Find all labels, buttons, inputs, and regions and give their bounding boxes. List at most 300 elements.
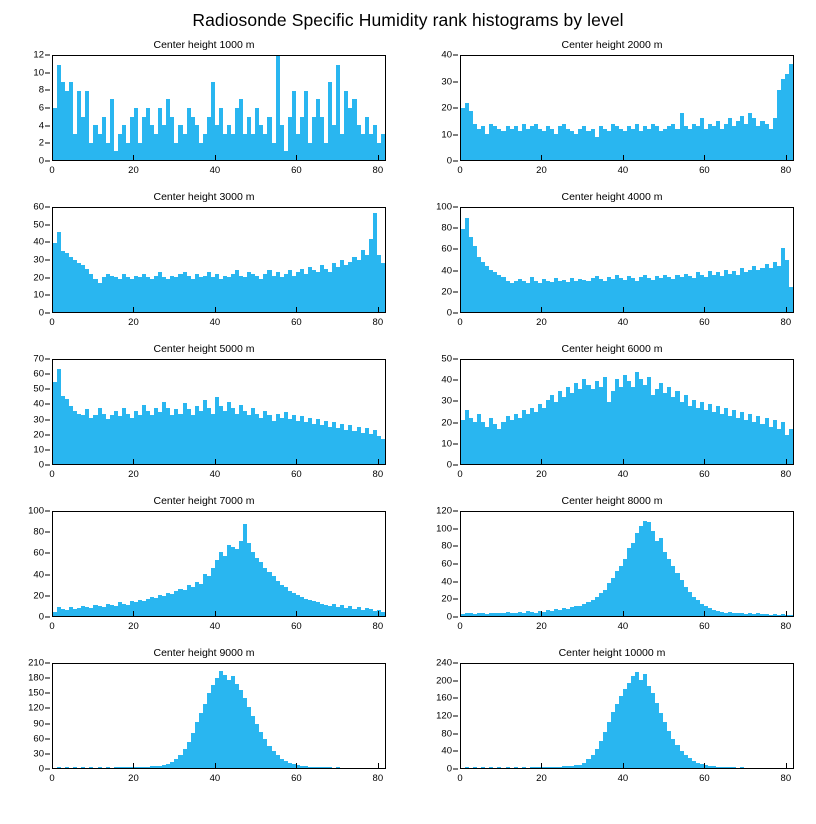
y-tick-mark [453, 564, 458, 565]
x-tick-label: 40 [209, 165, 221, 176]
y-tick-label: 240 [436, 657, 452, 669]
x-axis [49, 163, 386, 179]
y-tick-mark [453, 422, 458, 423]
x-tick-label: 60 [291, 165, 302, 176]
x-tick-mark [215, 307, 216, 312]
y-tick-label: 40 [33, 569, 44, 581]
chart-panel [0, 37, 408, 189]
plot-frame [460, 511, 794, 617]
chart-panel [408, 341, 816, 493]
x-tick-label: 60 [291, 621, 302, 632]
y-tick-label: 100 [436, 523, 452, 535]
plot-frame [52, 55, 386, 161]
x-tick-label: 0 [49, 317, 55, 328]
x-tick-label: 0 [457, 621, 463, 632]
x-tick-mark [133, 307, 134, 312]
plot-area [52, 511, 386, 617]
plot-frame [52, 359, 386, 465]
x-tick-label: 0 [49, 469, 55, 480]
y-tick-label: 0 [38, 611, 44, 623]
bar [789, 429, 793, 464]
chart-panel [0, 189, 408, 341]
y-tick-mark [45, 260, 50, 261]
y-tick-mark [45, 663, 50, 664]
bar [789, 64, 793, 160]
y-tick-mark [453, 108, 458, 109]
x-tick-mark [52, 763, 53, 768]
y-tick-mark [45, 574, 50, 575]
y-tick-mark [45, 359, 50, 360]
x-tick-mark [215, 459, 216, 464]
x-tick-label: 40 [617, 469, 629, 480]
bar-series [53, 664, 385, 768]
x-tick-mark [296, 763, 297, 768]
y-tick-label: 0 [446, 307, 452, 319]
y-tick-label: 80 [33, 526, 44, 538]
x-tick-mark [52, 611, 53, 616]
y-tick-label: 60 [33, 733, 44, 745]
x-tick-label: 20 [128, 317, 139, 328]
x-tick-label: 60 [699, 773, 710, 784]
y-axis [408, 505, 458, 623]
plot-area [52, 55, 386, 161]
y-tick-label: 100 [436, 201, 452, 213]
x-tick-mark [541, 459, 542, 464]
bar-series [53, 360, 385, 464]
y-tick-label: 10 [441, 129, 452, 140]
y-tick-label: 10 [33, 67, 44, 79]
bar [789, 287, 793, 312]
bar [789, 615, 793, 616]
panel-title: Center height 5000 m [153, 343, 255, 355]
chart-panel [0, 341, 408, 493]
y-tick-label: 80 [441, 222, 452, 234]
x-tick-label: 80 [372, 317, 384, 328]
y-tick-label: 30 [441, 76, 452, 87]
x-tick-mark [786, 459, 787, 464]
y-tick-mark [453, 511, 458, 512]
x-tick-mark [541, 155, 542, 160]
x-tick-mark [378, 763, 379, 768]
y-tick-label: 40 [441, 374, 452, 386]
y-tick-label: 20 [441, 593, 452, 605]
x-tick-mark [786, 611, 787, 616]
y-tick-label: 30 [441, 395, 452, 407]
y-tick-mark [45, 738, 50, 739]
y-tick-label: 80 [441, 728, 452, 740]
x-tick-mark [704, 459, 705, 464]
x-tick-label: 60 [291, 469, 302, 480]
y-tick-label: 0 [38, 459, 44, 471]
x-tick-mark [378, 459, 379, 464]
x-tick-mark [460, 307, 461, 312]
plot-frame [52, 663, 386, 769]
panel-title: Center height 7000 m [153, 495, 255, 507]
x-tick-label: 20 [128, 165, 139, 176]
y-tick-mark [45, 617, 50, 618]
x-tick-label: 60 [699, 165, 710, 176]
y-tick-label: 0 [38, 763, 44, 775]
y-tick-label: 80 [441, 540, 452, 552]
x-tick-mark [133, 611, 134, 616]
x-tick-label: 20 [536, 773, 547, 784]
panel-title: Center height 4000 m [561, 191, 663, 203]
y-tick-mark [45, 295, 50, 296]
y-tick-mark [453, 546, 458, 547]
y-tick-label: 120 [436, 505, 452, 517]
y-tick-label: 10 [33, 289, 44, 301]
panel-title: Center height 6000 m [561, 343, 663, 355]
bar-series [53, 208, 385, 312]
y-tick-label: 0 [446, 459, 452, 471]
y-tick-mark [453, 359, 458, 360]
x-tick-mark [460, 155, 461, 160]
x-tick-label: 40 [617, 773, 629, 784]
y-tick-mark [45, 161, 50, 162]
y-tick-label: 20 [441, 286, 452, 298]
plot-frame [460, 55, 794, 161]
y-tick-mark [45, 143, 50, 144]
x-tick-label: 0 [457, 165, 463, 176]
y-tick-mark [453, 617, 458, 618]
y-tick-mark [45, 404, 50, 405]
x-tick-mark [541, 611, 542, 616]
panel-title: Center height 3000 m [153, 191, 255, 203]
y-tick-mark [453, 528, 458, 529]
bar [381, 134, 385, 160]
y-tick-mark [453, 751, 458, 752]
y-tick-label: 40 [33, 236, 44, 248]
y-tick-label: 60 [33, 547, 44, 559]
y-tick-mark [45, 313, 50, 314]
y-axis [0, 201, 50, 319]
y-tick-label: 8 [38, 84, 44, 96]
y-tick-label: 40 [441, 265, 452, 277]
y-tick-mark [45, 708, 50, 709]
y-tick-mark [453, 134, 458, 135]
y-tick-label: 6 [38, 102, 44, 114]
y-tick-label: 120 [28, 702, 44, 714]
y-tick-label: 20 [441, 417, 452, 429]
y-tick-label: 60 [441, 243, 452, 255]
x-tick-mark [704, 763, 705, 768]
plot-area [52, 663, 386, 769]
y-tick-label: 10 [441, 438, 452, 450]
plot-area [460, 511, 794, 617]
y-tick-label: 160 [436, 692, 452, 704]
y-axis [0, 505, 50, 623]
page-title: Radiosonde Specific Humidity rank histograms by level [192, 10, 624, 30]
y-tick-label: 20 [33, 590, 44, 602]
bar-series [461, 664, 793, 768]
y-tick-label: 20 [441, 102, 452, 114]
chart-panel [408, 37, 816, 189]
y-tick-mark [45, 532, 50, 533]
y-tick-mark [45, 723, 50, 724]
bar-series [461, 512, 793, 616]
x-tick-mark [704, 611, 705, 616]
y-tick-mark [453, 207, 458, 208]
x-tick-label: 40 [617, 165, 629, 176]
x-tick-label: 80 [372, 469, 384, 480]
x-axis [457, 771, 794, 787]
x-tick-mark [215, 763, 216, 768]
y-tick-label: 90 [33, 718, 44, 730]
x-tick-label: 80 [372, 621, 384, 632]
x-tick-mark [133, 763, 134, 768]
y-tick-mark [45, 434, 50, 435]
y-tick-mark [45, 465, 50, 466]
bar [381, 439, 385, 464]
y-axis [0, 657, 50, 775]
y-tick-mark [45, 242, 50, 243]
x-tick-mark [623, 459, 624, 464]
plot-frame [460, 207, 794, 313]
y-tick-label: 12 [33, 49, 44, 61]
x-tick-mark [541, 307, 542, 312]
y-axis [0, 353, 50, 471]
y-tick-mark [453, 161, 458, 162]
y-axis [408, 353, 458, 471]
y-tick-mark [453, 769, 458, 770]
y-tick-mark [453, 249, 458, 250]
panel-title: Center height 9000 m [153, 647, 255, 659]
y-tick-mark [453, 465, 458, 466]
plot-frame [460, 663, 794, 769]
y-tick-mark [45, 449, 50, 450]
x-tick-mark [541, 763, 542, 768]
x-tick-label: 40 [617, 317, 629, 328]
y-tick-mark [453, 313, 458, 314]
x-tick-label: 20 [536, 469, 547, 480]
y-tick-label: 4 [38, 120, 44, 132]
x-tick-mark [786, 307, 787, 312]
y-tick-label: 50 [33, 383, 44, 395]
bar [381, 612, 385, 616]
y-tick-mark [45, 419, 50, 420]
y-tick-mark [45, 72, 50, 73]
chart-grid [0, 37, 816, 797]
x-tick-label: 60 [699, 317, 710, 328]
plot-frame [52, 207, 386, 313]
y-tick-label: 40 [33, 398, 44, 410]
y-tick-label: 150 [28, 687, 44, 699]
y-tick-mark [453, 55, 458, 56]
bar-series [461, 360, 793, 464]
x-tick-mark [460, 763, 461, 768]
y-tick-label: 20 [33, 272, 44, 284]
y-tick-label: 180 [28, 672, 44, 684]
x-tick-mark [378, 611, 379, 616]
y-tick-label: 70 [33, 353, 44, 365]
plot-area [460, 55, 794, 161]
x-tick-mark [623, 611, 624, 616]
y-tick-mark [453, 599, 458, 600]
y-tick-mark [453, 380, 458, 381]
x-tick-label: 60 [291, 317, 302, 328]
panel-title: Center height 1000 m [153, 39, 255, 51]
x-tick-label: 20 [128, 621, 139, 632]
x-tick-mark [52, 459, 53, 464]
y-tick-mark [453, 663, 458, 664]
y-tick-label: 0 [446, 155, 452, 167]
y-axis [408, 49, 458, 167]
y-tick-label: 200 [436, 675, 452, 687]
y-tick-mark [45, 108, 50, 109]
y-tick-mark [45, 678, 50, 679]
x-tick-label: 80 [780, 773, 792, 784]
x-tick-mark [133, 155, 134, 160]
x-tick-mark [704, 307, 705, 312]
x-axis [457, 467, 794, 483]
plot-area [52, 207, 386, 313]
y-tick-mark [453, 443, 458, 444]
chart-panel [408, 493, 816, 645]
x-tick-label: 80 [780, 469, 792, 480]
y-tick-label: 60 [441, 558, 452, 570]
bar [381, 263, 385, 312]
plot-frame [52, 511, 386, 617]
x-tick-mark [460, 459, 461, 464]
x-tick-label: 80 [780, 317, 792, 328]
x-tick-mark [623, 763, 624, 768]
y-axis [408, 201, 458, 319]
x-tick-mark [296, 611, 297, 616]
y-tick-mark [453, 81, 458, 82]
x-tick-mark [52, 155, 53, 160]
bar-series [53, 512, 385, 616]
x-tick-label: 60 [699, 621, 710, 632]
x-tick-label: 60 [699, 469, 710, 480]
panel-title: Center height 10000 m [558, 647, 666, 659]
y-tick-mark [45, 374, 50, 375]
chart-panel [408, 645, 816, 797]
y-tick-mark [45, 277, 50, 278]
y-axis [408, 657, 458, 775]
y-tick-mark [453, 716, 458, 717]
x-tick-mark [460, 611, 461, 616]
x-tick-label: 40 [209, 773, 221, 784]
panel-title: Center height 2000 m [561, 39, 663, 51]
y-tick-mark [45, 769, 50, 770]
x-tick-mark [296, 155, 297, 160]
x-tick-mark [215, 611, 216, 616]
y-tick-label: 30 [33, 254, 44, 266]
x-tick-mark [52, 307, 53, 312]
x-tick-label: 40 [209, 621, 221, 632]
x-tick-label: 0 [457, 773, 463, 784]
y-tick-mark [45, 207, 50, 208]
x-tick-label: 80 [780, 165, 792, 176]
x-tick-mark [296, 459, 297, 464]
x-tick-label: 40 [209, 469, 221, 480]
y-tick-label: 0 [38, 307, 44, 319]
x-tick-mark [296, 307, 297, 312]
y-tick-mark [45, 90, 50, 91]
x-tick-mark [215, 155, 216, 160]
y-tick-mark [45, 595, 50, 596]
chart-panel [408, 189, 816, 341]
panel-title: Center height 8000 m [561, 495, 663, 507]
x-axis [457, 619, 794, 635]
x-tick-mark [378, 155, 379, 160]
y-tick-mark [45, 511, 50, 512]
x-tick-mark [623, 307, 624, 312]
y-tick-label: 210 [28, 657, 44, 669]
y-tick-mark [45, 55, 50, 56]
x-tick-mark [786, 155, 787, 160]
y-tick-mark [453, 733, 458, 734]
x-tick-mark [786, 763, 787, 768]
y-tick-label: 0 [38, 155, 44, 167]
y-tick-label: 60 [33, 368, 44, 380]
y-tick-label: 30 [33, 748, 44, 760]
y-tick-mark [453, 581, 458, 582]
plot-area [52, 359, 386, 465]
chart-panel [0, 493, 408, 645]
x-tick-label: 60 [291, 773, 302, 784]
y-tick-label: 40 [441, 576, 452, 588]
y-tick-mark [453, 291, 458, 292]
y-tick-label: 2 [38, 137, 44, 149]
y-tick-label: 100 [28, 505, 44, 517]
x-tick-label: 0 [457, 469, 463, 480]
x-tick-label: 20 [536, 317, 547, 328]
bar-series [53, 56, 385, 160]
x-tick-label: 20 [128, 469, 139, 480]
x-axis [49, 619, 386, 635]
y-tick-label: 40 [441, 745, 452, 757]
y-tick-mark [453, 228, 458, 229]
y-tick-mark [45, 693, 50, 694]
y-tick-label: 60 [33, 201, 44, 213]
x-axis [457, 315, 794, 331]
x-tick-label: 0 [49, 621, 55, 632]
x-tick-mark [133, 459, 134, 464]
plot-area [460, 663, 794, 769]
x-axis [49, 315, 386, 331]
y-tick-label: 50 [441, 353, 452, 365]
bar-series [461, 208, 793, 312]
x-tick-label: 20 [536, 165, 547, 176]
y-tick-mark [45, 753, 50, 754]
x-tick-mark [623, 155, 624, 160]
y-tick-label: 10 [33, 444, 44, 456]
x-tick-label: 80 [372, 165, 384, 176]
x-axis [457, 163, 794, 179]
x-tick-label: 20 [128, 773, 139, 784]
y-tick-mark [453, 270, 458, 271]
y-tick-label: 30 [33, 414, 44, 426]
y-tick-mark [453, 680, 458, 681]
x-tick-label: 0 [49, 165, 55, 176]
plot-frame [460, 359, 794, 465]
x-axis [49, 467, 386, 483]
chart-panel [0, 645, 408, 797]
y-tick-label: 50 [33, 219, 44, 231]
x-tick-mark [704, 155, 705, 160]
y-tick-mark [453, 698, 458, 699]
y-tick-mark [45, 553, 50, 554]
y-tick-mark [453, 401, 458, 402]
x-tick-label: 80 [780, 621, 792, 632]
y-tick-label: 120 [436, 710, 452, 722]
plot-area [460, 359, 794, 465]
x-tick-label: 0 [49, 773, 55, 784]
y-axis [0, 49, 50, 167]
bar-series [461, 56, 793, 160]
y-tick-label: 0 [446, 611, 452, 623]
